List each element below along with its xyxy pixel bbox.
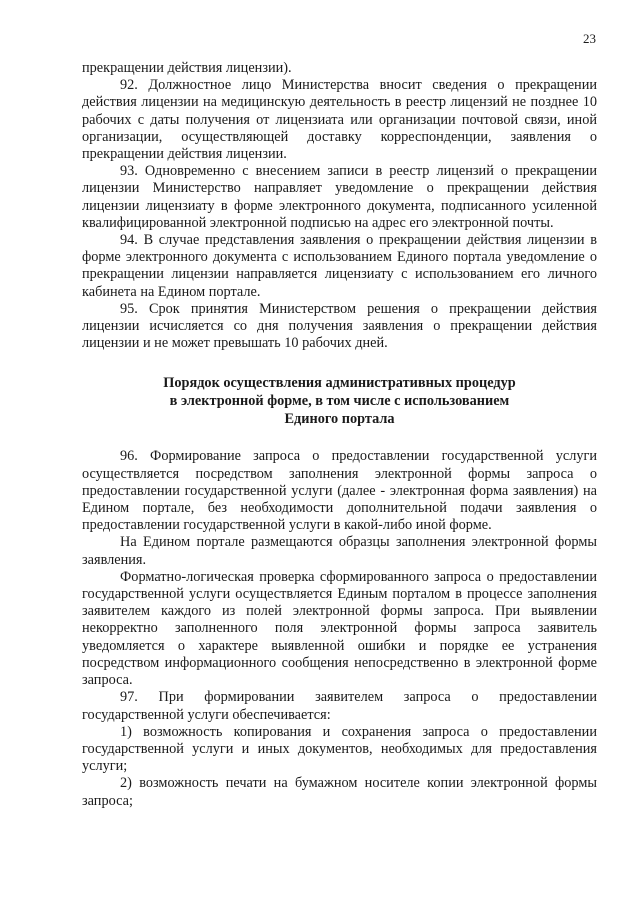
document-body [82, 60, 597, 810]
paragraph-97: 97. При формировании заявителем запроса о предоставлении государственной услуги обеспечивается: [82, 689, 597, 723]
paragraph-95: 95. Срок принятия Министерством решения о прекращении действия лицензии исчисляется со дня получения заявления о прекращении действия лицензии и не может превышать 10 рабочих дней. [82, 300, 597, 352]
section-heading-line-1: Порядок осуществления административных процедур [163, 375, 516, 392]
section-heading-line-3: Единого портала [284, 411, 395, 428]
paragraph-portal-samples: На Едином портале размещаются образцы заполнения электронной формы заявления. [82, 534, 597, 568]
section-heading [82, 374, 597, 428]
section-heading-line-2: в электронной форме, в том числе с использованием [169, 393, 510, 410]
list-item-1: 1) возможность копирования и сохранения запроса о предоставлении государственной услуги и иных документов, необходимых для предоставления услуги; [82, 723, 597, 775]
paragraph-92: 92. Должностное лицо Министерства вносит сведения о прекращении действия лицензии на медицинскую деятельность в реестр лицензий не позднее 10 рабочих с даты получения от лицензиата или организации почтовой связи, иной организации, осуществляющей доставку корреспонденции, заявления о прекращении действия лицензии. [82, 77, 597, 163]
paragraph-continuation: прекращении действия лицензии). [82, 60, 292, 76]
page-number: 23 [583, 31, 596, 46]
paragraph-96: 96. Формирование запроса о предоставлении государственной услуги осуществляется посредством заполнения электронной формы запроса о предоставлении государственной услуги (далее - электронная форма заявления) на Едином портале, без необходимости дополнительной подачи заявления о предоставлении государственной услуги в какой-либо иной форме. [82, 448, 597, 534]
paragraph-93: 93. Одновременно с внесением записи в реестр лицензий о прекращении лицензии Министерство направляет уведомление о прекращении действия лицензии лицензиату в форме электронного документа, подписанного усиленной квалифицированной электронной подписью на адрес его электронной почты. [82, 163, 597, 231]
paragraph-94: 94. В случае представления заявления о прекращении действия лицензии в форме электронного документа с использованием Единого портала уведомление о прекращении лицензии направляется лицензиату с использованием его личного кабинета на Едином портале. [82, 232, 597, 300]
list-item-2: 2) возможность печати на бумажном носителе копии электронной формы запроса; [82, 775, 597, 809]
paragraph-format-check: Форматно-логическая проверка сформированного запроса о предоставлении государственной услуги осуществляется Единым порталом в процессе заполнения заявителем каждого из полей электронной формы запроса. При выявлении некорректно заполненного поля электронной формы запроса заявитель уведомляется о характере выявленной ошибки и порядке ее устранения посредством информационного сообщения непосредственно в электронной форме запроса. [82, 568, 597, 689]
